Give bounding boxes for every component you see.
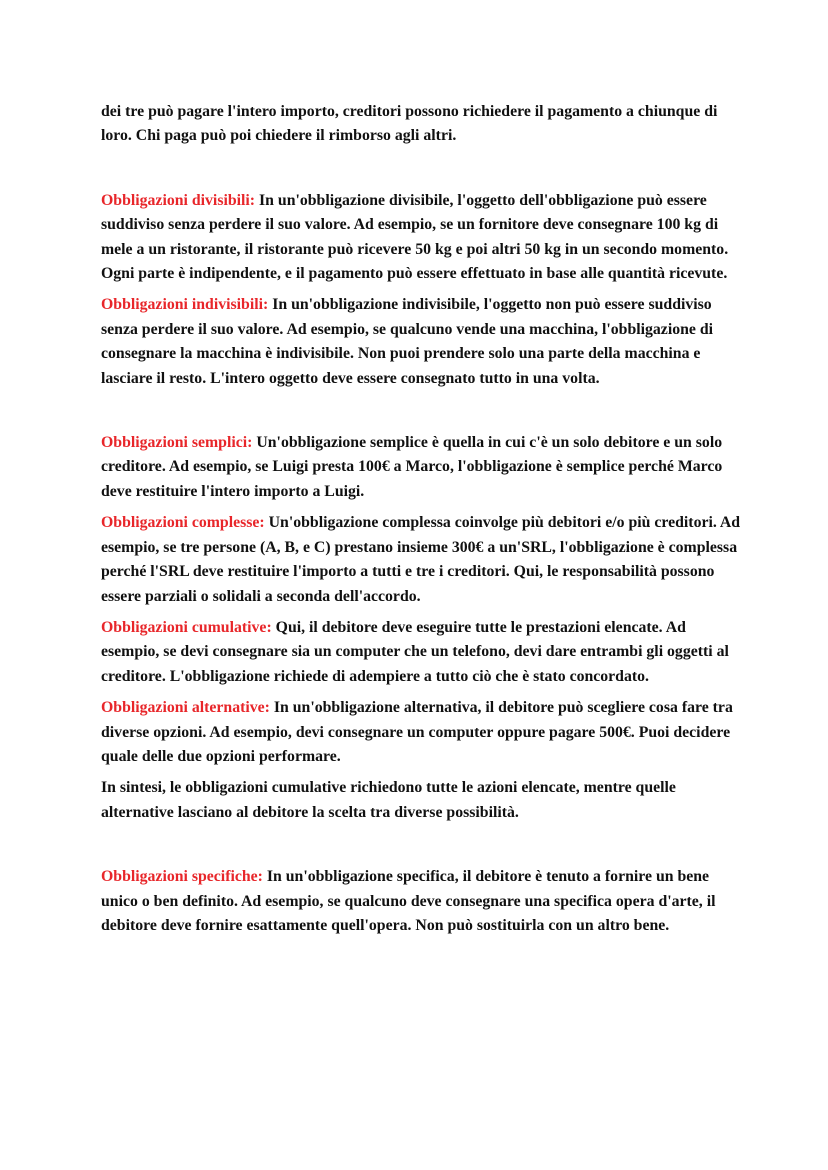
paragraph-obbligazioni-divisibili — [101, 189, 741, 287]
paragraph-text: Qui, il debitore deve eseguire tutte le prestazioni elencate. Ad esempio, se devi consegnare sia un computer che un telefono, devi dare entrambi gli oggetti al creditore. L'obbligazione richiede di adempiere a tutto ciò che è stato concordato. — [101, 618, 729, 685]
paragraph-text: In un'obbligazione specifica, il debitore è tenuto a fornire un bene unico o ben definito. Ad esempio, se qualcuno deve consegnare una specifica opera d'arte, il debitore deve fornire esattamente quell'opera. Non può sostituirla con un altro bene. — [101, 868, 716, 934]
paragraph-obbligazioni-specifiche — [101, 865, 741, 938]
paragraph-text: Un'obbligazione complessa coinvolge più debitori e/o più creditori. Ad esempio, se tre persone (A, B, e C) prestano insieme 300€ a un'SRL, l'obbligazione è complessa perché l'SRL deve restituire l'importo a tutti e tre i creditori. Qui, le responsabilità possono essere parziali o solidali a seconda dell'accordo. — [101, 514, 741, 605]
term-heading: Obbligazioni cumulative: — [101, 618, 272, 636]
paragraph-spacer — [101, 689, 741, 696]
paragraph-spacer — [101, 504, 741, 511]
document-body — [101, 100, 741, 938]
term-heading: Obbligazioni semplici: — [101, 434, 253, 452]
paragraph-continuation — [101, 100, 741, 149]
paragraph-text: In un'obbligazione alternativa, il debitore può scegliere cosa fare tra diverse opzioni. Ad esempio, devi consegnare un computer oppure pagare 500€. Puoi decidere quale delle due opzioni performare. — [101, 699, 733, 765]
paragraph-obbligazioni-complesse — [101, 511, 741, 609]
term-heading: Obbligazioni divisibili: — [101, 191, 256, 209]
paragraph-text: Un'obbligazione semplice è quella in cui c'è un solo debitore e un solo creditore. Ad esempio, se Luigi presta 100€ a Marco, l'obbligazione è semplice perché Marco deve restituire l'intero importo a Luigi. — [101, 434, 723, 500]
section-spacer — [101, 825, 741, 865]
term-heading: Obbligazioni complesse: — [101, 514, 265, 532]
paragraph-obbligazioni-cumulative — [101, 616, 741, 689]
term-heading: Obbligazioni specifiche: — [101, 868, 263, 886]
paragraph-spacer — [101, 769, 741, 776]
section-spacer — [101, 391, 741, 431]
paragraph-obbligazioni-indivisibili — [101, 293, 741, 391]
paragraph-text: dei tre può pagare l'intero importo, creditori possono richiedere il pagamento a chiunque di loro. Chi paga può poi chiedere il rimborso agli altri. — [101, 103, 718, 145]
paragraph-text: In un'obbligazione indivisibile, l'oggetto non può essere suddiviso senza perdere il suo valore. Ad esempio, se qualcuno vende una macchina, l'obbligazione di consegnare la macchina è indivisibile. Non puoi prendere solo una parte della macchina e lasciare il resto. L'intero oggetto deve essere consegnato tutto in una volta. — [101, 296, 714, 387]
paragraph-obbligazioni-alternative — [101, 696, 741, 769]
paragraph-obbligazioni-semplici — [101, 431, 741, 504]
term-heading: Obbligazioni indivisibili: — [101, 296, 269, 314]
paragraph-text: In un'obbligazione divisibile, l'oggetto dell'obbligazione può essere suddiviso senza perdere il suo valore. Ad esempio, se un fornitore deve consegnare 100 kg di mele a un ristorante, il ristorante può ricevere 50 kg e poi altri 50 kg in un secondo momento. Ogni parte è indipendente, e il pagamento può essere effettuato in base alle quantità ricevute. — [101, 191, 729, 283]
paragraph-spacer — [101, 609, 741, 616]
term-heading: Obbligazioni alternative: — [101, 699, 270, 717]
paragraph-spacer — [101, 286, 741, 293]
paragraph-summary — [101, 776, 741, 825]
section-spacer — [101, 149, 741, 189]
paragraph-text: In sintesi, le obbligazioni cumulative richiedono tutte le azioni elencate, mentre quelle alternative lasciano al debitore la scelta tra diverse possibilità. — [101, 779, 676, 821]
